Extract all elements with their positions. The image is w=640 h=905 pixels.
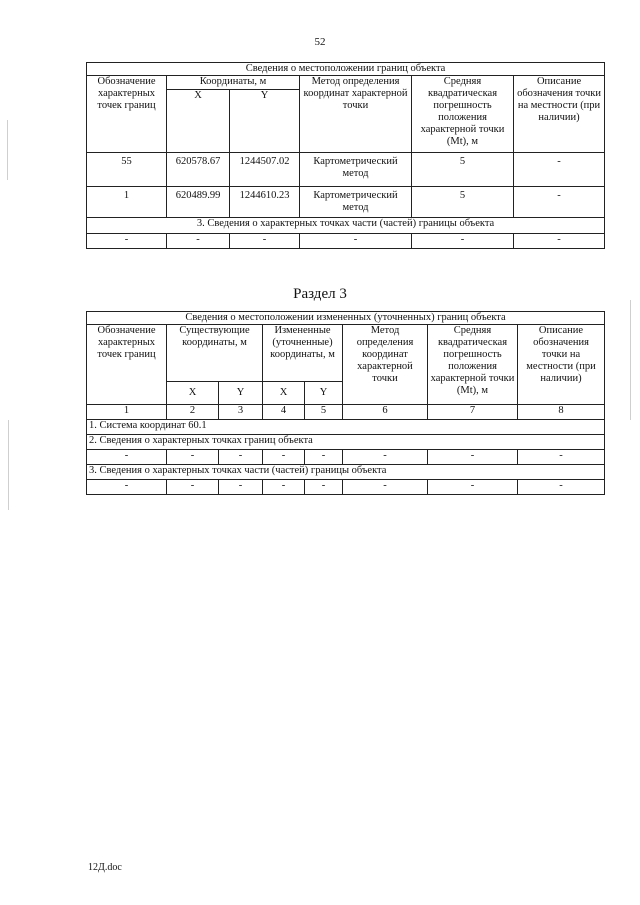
part-points-heading: 3. Сведения о характерных точках части (частей) границы объекта xyxy=(87,465,605,480)
header-changed: Измененные (уточненные) координаты, м xyxy=(263,325,343,382)
header-designation: Обозначение характерных точек границ xyxy=(87,325,167,405)
boundary-points-heading: 2. Сведения о характерных точках границ объекта xyxy=(87,435,605,450)
dash-cell: - xyxy=(167,234,230,249)
cell-method: Картометрический метод xyxy=(300,187,412,218)
dash-cell: - xyxy=(219,480,263,495)
changed-boundary-table xyxy=(86,311,605,495)
column-number: 1 xyxy=(87,405,167,420)
dash-cell: - xyxy=(412,234,514,249)
page-number: 52 xyxy=(314,36,326,48)
dash-cell: - xyxy=(518,450,605,465)
cell-y: 1244610.23 xyxy=(230,187,300,218)
cell-desc: - xyxy=(514,153,605,187)
dash-cell: - xyxy=(518,480,605,495)
dash-cell: - xyxy=(428,450,518,465)
header-y: Y xyxy=(305,382,343,405)
dash-cell: - xyxy=(167,450,219,465)
cell-method: Картометрический метод xyxy=(300,153,412,187)
cell-point: 55 xyxy=(87,153,167,187)
column-number: 3 xyxy=(219,405,263,420)
column-number: 2 xyxy=(167,405,219,420)
column-number: 6 xyxy=(343,405,428,420)
dash-cell: - xyxy=(305,450,343,465)
cell-y: 1244507.02 xyxy=(230,153,300,187)
cell-mt: 5 xyxy=(412,153,514,187)
dash-cell: - xyxy=(219,450,263,465)
dash-cell: - xyxy=(305,480,343,495)
header-error: Средняя квадратическая погрешность положения характерной точки (Mt), м xyxy=(428,325,518,405)
boundary-location-table xyxy=(86,62,605,249)
header-x: X xyxy=(263,382,305,405)
cell-point: 1 xyxy=(87,187,167,218)
table-title: Сведения о местоположении границ объекта xyxy=(87,63,605,76)
dash-cell: - xyxy=(263,450,305,465)
cell-x: 620489.99 xyxy=(167,187,230,218)
column-number: 5 xyxy=(305,405,343,420)
header-coordinates: Координаты, м xyxy=(167,76,300,90)
coord-system-heading: 1. Система координат 60.1 xyxy=(87,420,605,435)
dash-cell: - xyxy=(514,234,605,249)
header-x: X xyxy=(167,90,230,153)
empty-row xyxy=(87,480,605,495)
dash-cell: - xyxy=(87,234,167,249)
header-method: Метод определения координат характерной точки xyxy=(343,325,428,405)
header-description: Описание обозначения точки на местности (при наличии) xyxy=(514,76,605,153)
cell-desc: - xyxy=(514,187,605,218)
dash-cell: - xyxy=(167,480,219,495)
dash-cell: - xyxy=(343,450,428,465)
empty-row xyxy=(87,450,605,465)
section-title: Раздел 3 xyxy=(293,286,347,302)
dash-cell: - xyxy=(300,234,412,249)
header-x: X xyxy=(167,382,219,405)
column-number: 4 xyxy=(263,405,305,420)
header-error: Средняя квадратическая погрешность положения характерной точки (Mt), м xyxy=(412,76,514,153)
empty-row xyxy=(87,234,605,249)
header-y: Y xyxy=(219,382,263,405)
header-y: Y xyxy=(230,90,300,153)
cell-x: 620578.67 xyxy=(167,153,230,187)
header-designation: Обозначение характерных точек границ xyxy=(87,76,167,153)
column-number: 8 xyxy=(518,405,605,420)
dash-cell: - xyxy=(87,450,167,465)
table-title: Сведения о местоположении измененных (уточненных) границ объекта xyxy=(87,312,605,325)
footer-filename: 12Д.doc xyxy=(88,862,122,873)
scan-artifact xyxy=(630,300,631,420)
header-description: Описание обозначения точки на местности (при наличии) xyxy=(518,325,605,405)
part-section-heading: 3. Сведения о характерных точках части (частей) границы объекта xyxy=(87,218,605,234)
dash-cell: - xyxy=(343,480,428,495)
cell-mt: 5 xyxy=(412,187,514,218)
table-row xyxy=(87,153,605,187)
scan-artifact xyxy=(8,420,9,510)
table-row xyxy=(87,187,605,218)
dash-cell: - xyxy=(230,234,300,249)
scan-artifact xyxy=(7,120,8,180)
column-number: 7 xyxy=(428,405,518,420)
column-numbers-row xyxy=(87,405,605,420)
dash-cell: - xyxy=(263,480,305,495)
header-method: Метод определения координат характерной точки xyxy=(300,76,412,153)
dash-cell: - xyxy=(87,480,167,495)
header-existing: Существующие координаты, м xyxy=(167,325,263,382)
dash-cell: - xyxy=(428,480,518,495)
